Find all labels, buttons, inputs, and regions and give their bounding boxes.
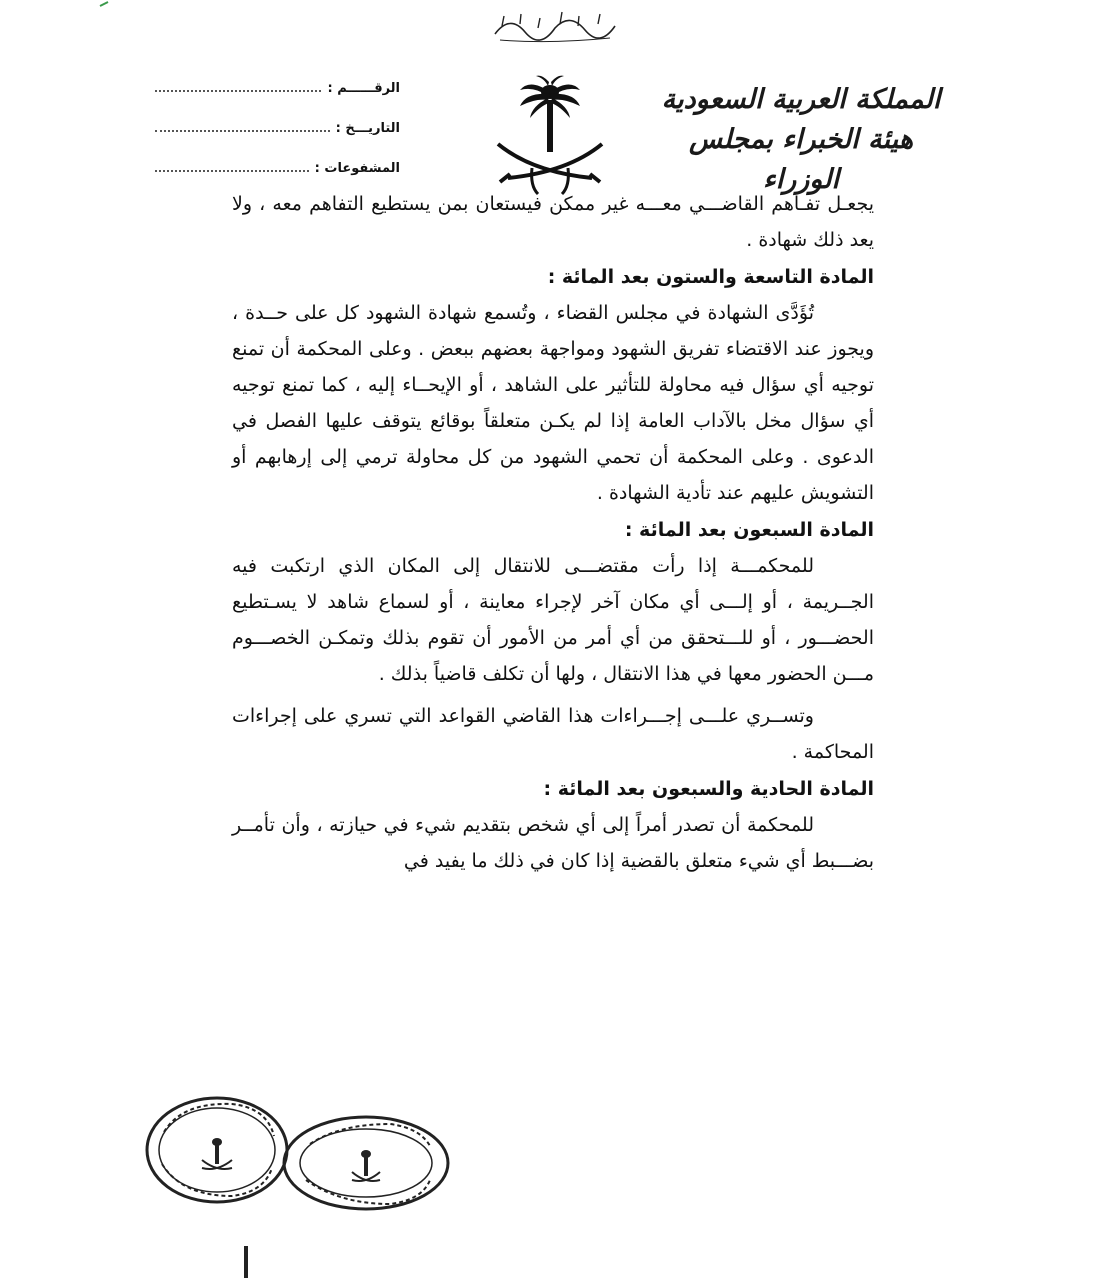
number-line bbox=[155, 78, 321, 92]
kingdom-name: المملكة العربية السعودية bbox=[661, 84, 941, 115]
general-secretariat-seal-icon bbox=[142, 1092, 292, 1208]
paragraph-continuation: يجعـل تفـاهم القاضـــي معـــه غير ممكن فيستعان بمن يستطيع التفاهم معه ، ولا يعد ذلك شهادة . bbox=[232, 193, 874, 251]
article-171-text: للمحكمة أن تصدر أمراً إلى أي شخص بتقديم شيء في حيازته ، وأن تأمــر بضـــبط أي شيء متعلق بالقضية إذا كان في ذلك ما يفيد في bbox=[232, 814, 874, 872]
corner-mark bbox=[98, 0, 118, 8]
reference-fields bbox=[155, 78, 400, 198]
number-label: الرقــــــم : bbox=[327, 81, 400, 96]
number-row bbox=[155, 78, 400, 118]
article-170-text-2: وتســري علـــى إجـــراءات هذا القاضي القواعد التي تسري على إجراءات المحاكمة . bbox=[232, 705, 874, 763]
article-171-heading: المادة الحادية والسبعون بعد المائة : bbox=[543, 778, 874, 800]
authority-name: هيئة الخبراء بمجلس الوزراء bbox=[688, 124, 914, 195]
experts-commission-seal-icon bbox=[280, 1112, 452, 1214]
attachments-label: المشفوعات : bbox=[314, 161, 400, 176]
page-marker bbox=[244, 1246, 248, 1278]
article-170-text: للمحكمـــة إذا رأت مقتضـــى للانتقال إلى المكان الذي ارتكبت فيه الجــريمة ، أو إلـــى أي مكان آخر لإجراء معاينة ، أو لسماع شاهد لا يسـتطيع الحضـــور ، أو للـــتحقق من أي أمر من الأمور أن تقوم بذلك وتمكـن الخصـــوم مـــن الحضور معها في هذا الانتقال ، ولها أن تكلف قاضياً بذلك . bbox=[232, 555, 874, 685]
date-label: التاريـــخ : bbox=[335, 121, 400, 136]
article-170-heading: المادة السبعون بعد المائة : bbox=[624, 519, 874, 541]
article-169-heading: المادة التاسعة والستون بعد المائة : bbox=[547, 266, 874, 288]
letterhead bbox=[656, 80, 946, 200]
date-row bbox=[155, 118, 400, 158]
attachments-line bbox=[155, 158, 309, 172]
article-169-text: تُؤَدَّى الشهادة في مجلس القضاء ، وتُسمع شهادة الشهود كل على حــدة ، ويجوز عند الاقتضاء تفريق الشهود ومواجهة بعضهم ببعض . وعلى المحكمة أن تمنع توجيه أي سؤال فيه محاولة للتأثير على الشاهد ، أو الإيحــاء إليه ، كما تمنع توجيه أي سؤال مخل بالآداب العامة إذا لم يكـن متعلقاً بوقائع يتوقف عليها الفصل في الدعوى . وعلى المحكمة أن تحمي الشهود من كل محاولة ترمي إلى إرهابهم أو التشويش عليهم عند تأدية الشهادة . bbox=[232, 302, 874, 504]
saudi-emblem-icon bbox=[492, 70, 608, 198]
date-line bbox=[155, 118, 330, 132]
basmala-calligraphy bbox=[490, 6, 620, 46]
document-body bbox=[232, 186, 874, 879]
